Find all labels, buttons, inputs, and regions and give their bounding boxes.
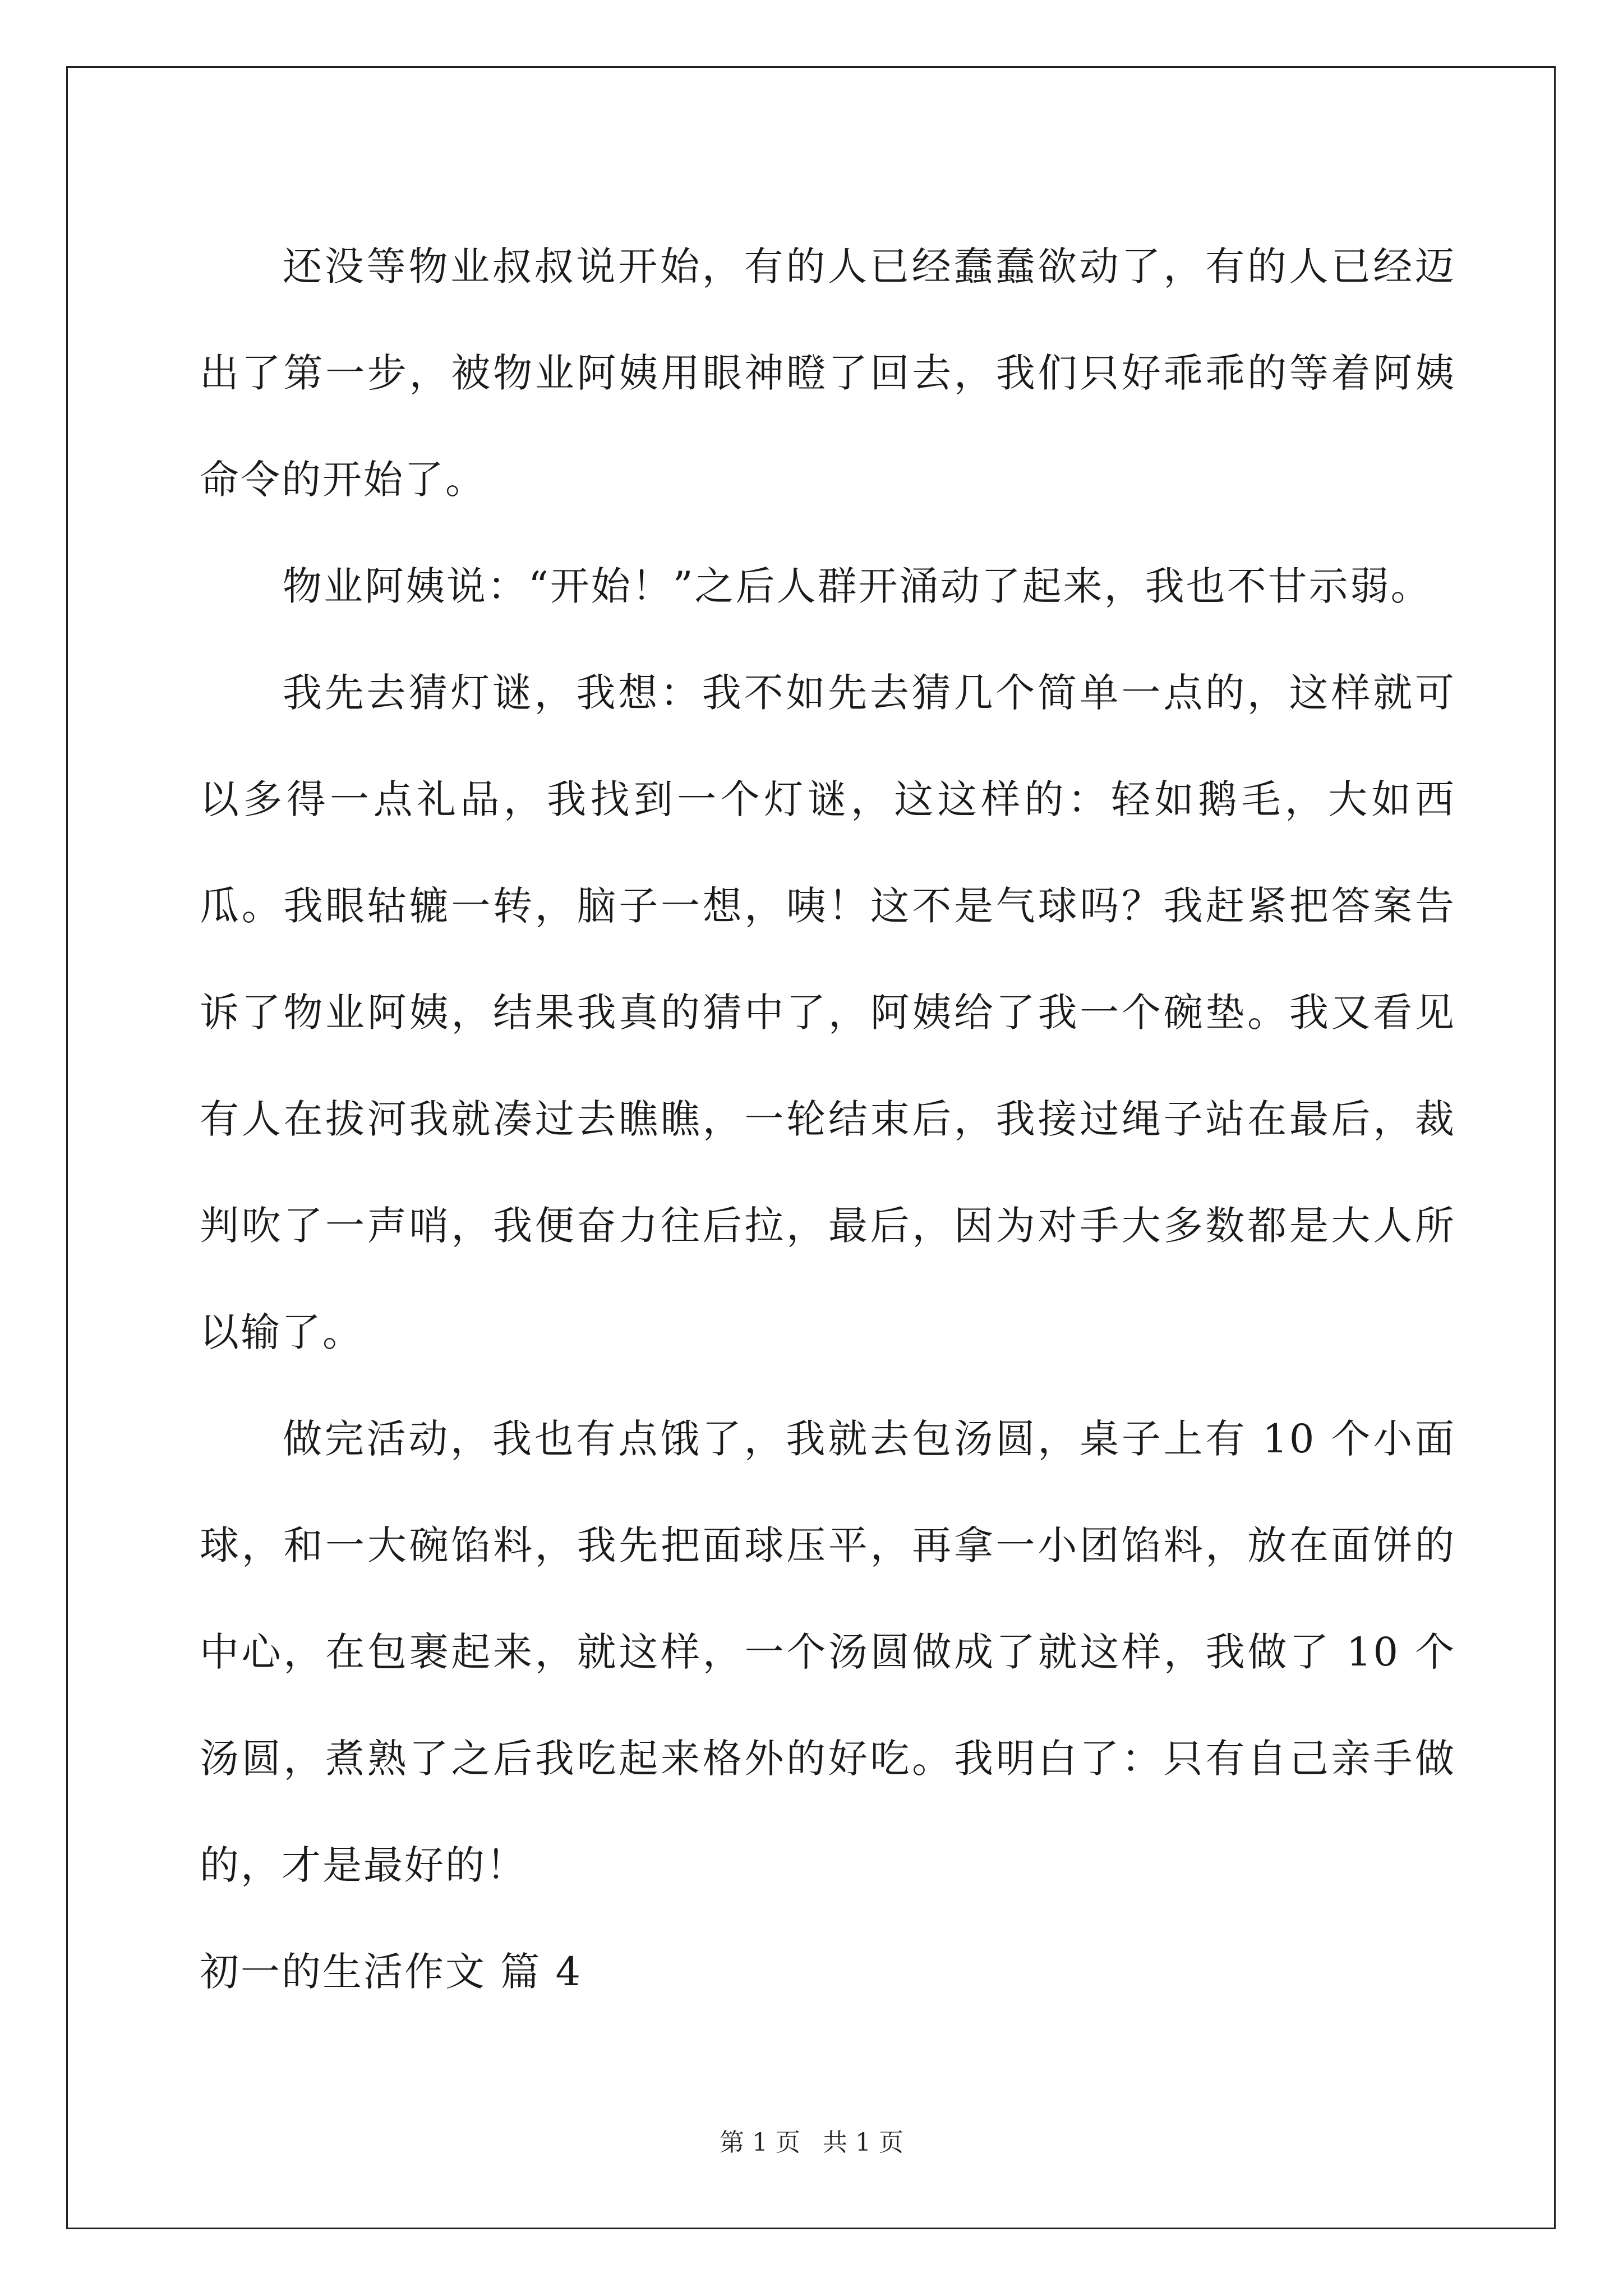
page-number: 第 1 页 — [720, 2128, 800, 2157]
paragraph-4: 做完活动，我也有点饿了，我就去包汤圆，桌子上有 10 个小面球，和一大碗馅料，我先把面球压平，再拿一小团馅料，放在面饼的中心，在包裹起来，就这样，一个汤圆做成了就这样，我做了 10 个汤圆，煮熟了之后我吃起来格外的好吃。我明白了：只有自己亲手做的，才是最好的！ — [200, 1416, 1456, 1888]
paragraph-2: 物业阿姨说：“开始！”之后人群开涌动了起来，我也不甘示弱。 — [283, 563, 1432, 609]
paragraph-3: 我先去猜灯谜，我想：我不如先去猜几个简单一点的，这样就可以多得一点礼品，我找到一个灯谜，这这样的：轻如鹅毛，大如西瓜。我眼轱辘一转，脑子一想，咦！这不是气球吗？我赶紧把答案告诉了物业阿姨，结果我真的猜中了，阿姨给了我一个碗垫。我又看见有人在拔河我就凑过去瞧瞧，一轮结束后，我接过绳子站在最后，裁判吹了一声哨，我便奋力往后拉，最后，因为对手大多数都是大人所以输了。 — [200, 670, 1456, 1355]
page-total: 共 1 页 — [823, 2128, 903, 2157]
page-footer — [0, 2126, 1623, 2160]
paragraph-1: 还没等物业叔叔说开始，有的人已经蠢蠢欲动了，有的人已经迈出了第一步，被物业阿姨用眼神瞪了回去，我们只好乖乖的等着阿姨命令的开始了。 — [200, 243, 1456, 503]
document-body — [200, 213, 1456, 2025]
section-heading: 初一的生活作文 篇 4 — [200, 1949, 583, 1995]
